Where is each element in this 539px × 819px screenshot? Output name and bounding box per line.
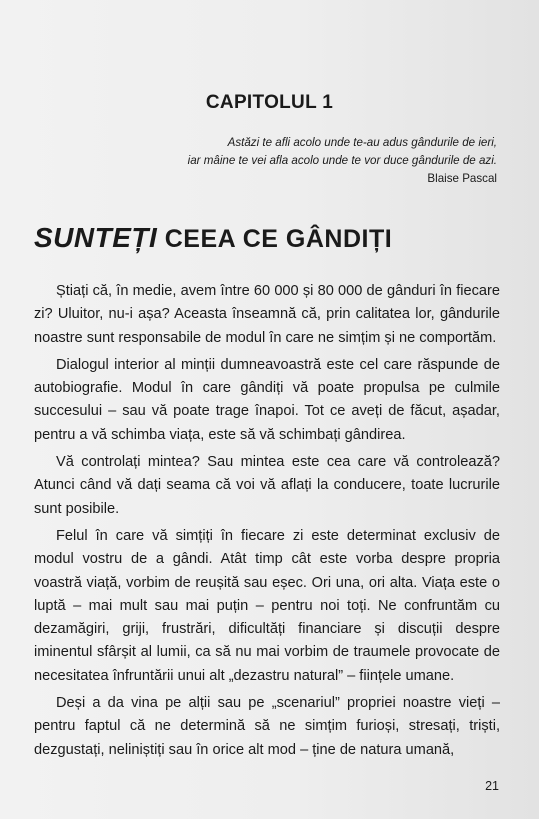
epigraph-line-1: Astăzi te afli acolo unde te-au adus gândurile de ieri, — [227, 136, 497, 149]
section-title-emphasis: SUNTEȚI — [34, 222, 158, 253]
paragraph: Dialogul interior al minții dumneavoastră este cel care răspunde de autobiografie. Modul în care gândiți vă poate propulsa pe culmile succesului – sau vă poate trage înapoi. Tot ce aveți de făcut, așadar, pentru a vă schimba viața, este să vă schimbați gândirea. — [34, 356, 500, 443]
page-number: 21 — [485, 779, 499, 793]
paragraph: Deși a da vina pe alții sau pe „scenariul” propriei noastre vieți – pentru faptul că ne determină să ne simțim furioși, stresați, triști, dezgustați, neliniștiți sau în orice alt mod – ține de natura umană, — [34, 695, 500, 758]
section-title-rest: CEEA CE GÂNDIȚI — [164, 225, 393, 253]
epigraph-line-2: iar mâine te vei afla acolo unde te vor duce gândurile de azi. — [187, 154, 497, 167]
paragraph: Știați că, în medie, avem între 60 000 și 80 000 de gânduri în fiecare zi? Uluitor, nu-i așa? Aceasta înseamnă că, prin calitatea lor, gândurile noastre sunt responsabile de modul în care ne simțim și ne comportăm. — [34, 283, 500, 346]
section-title — [34, 222, 392, 254]
paragraph: Felul în care vă simțiți în fiecare zi este determinat exclusiv de modul vostru de a gândi. Atât timp cât este vorba despre propria voastră viață, vorbim de reușită sau eșec. Ori una, ori alta. Viața este o luptă – mai mult sau mai puțin – pentru noi toți. Ne confruntăm cu dezamăgiri, griji, frustrări, dificultăți financiare și discuții despre iminentul sfârșit al lumii, ca să nu mai vorbim de traumele provocate de necesitatea înfruntării unui alt „dezastru natural” – ființele umane. — [34, 527, 500, 684]
paragraph: Vă controlați mintea? Sau mintea este cea care vă controlează? Atunci când vă dați seama că voi vă aflați la conducere, toate lucrurile sunt posibile. — [34, 454, 500, 517]
body-text — [34, 280, 500, 766]
epigraph-author: Blaise Pascal — [427, 172, 497, 185]
chapter-heading: CAPITOLUL 1 — [205, 92, 334, 113]
epigraph — [77, 134, 497, 188]
